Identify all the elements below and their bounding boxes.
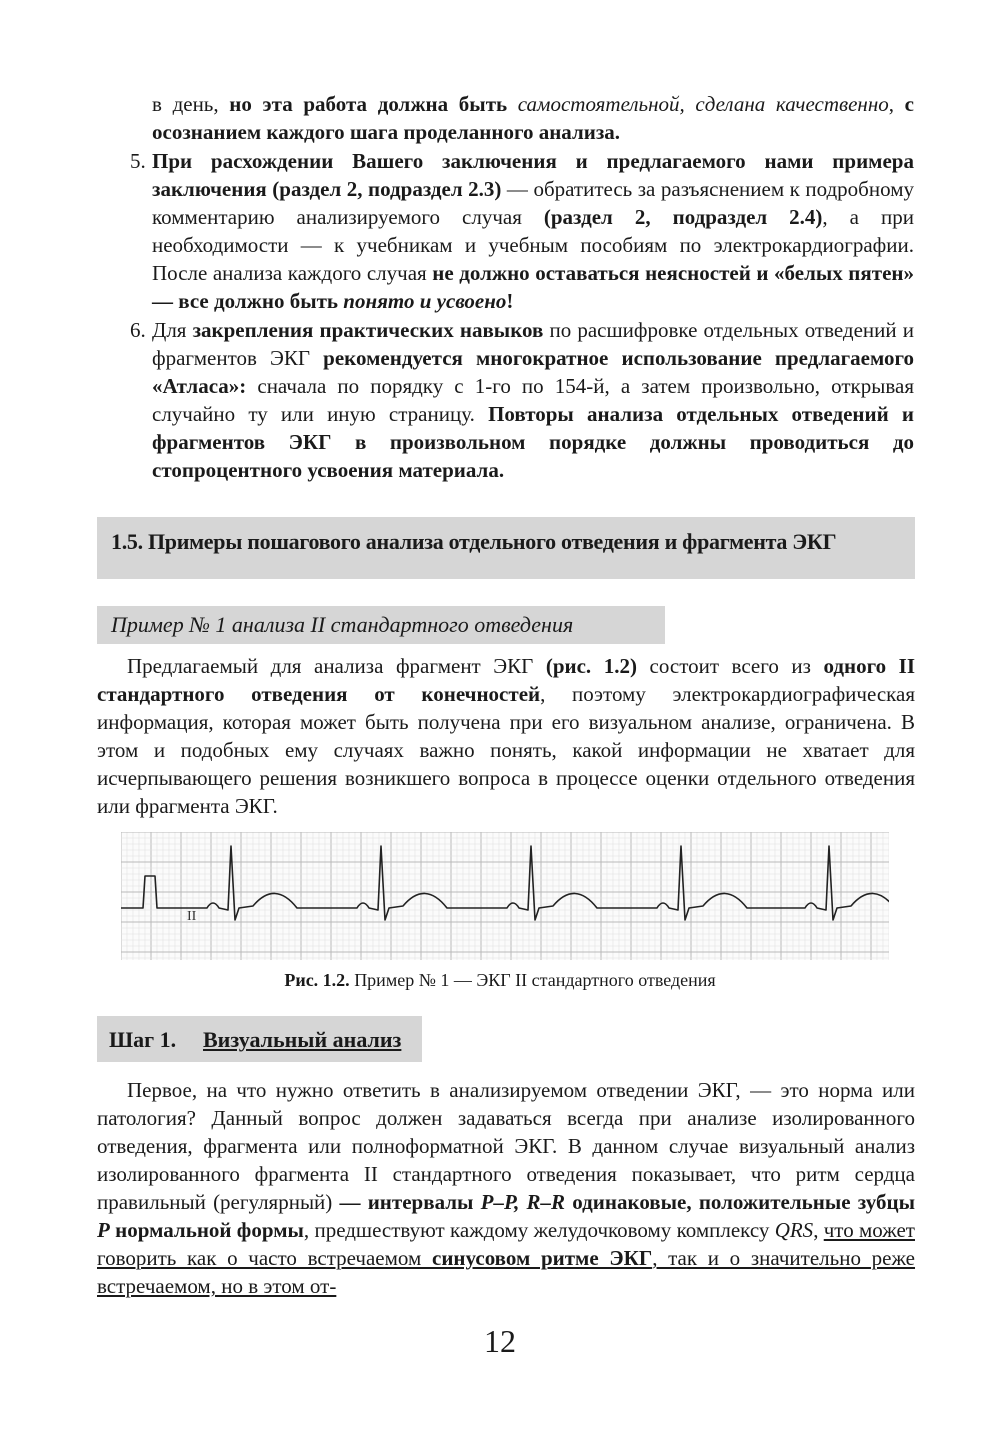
- italic-run: самостоятельной, сделана качественно: [517, 92, 889, 116]
- text-run: , а при необходимости — к учебникам и учебным пособиям по электрокардиографии. После анализа каждого случая: [152, 205, 914, 285]
- bold-italic-run: P–P, R–R: [480, 1190, 566, 1214]
- text-run: Предлагаемый для анализа фрагмент ЭКГ: [127, 654, 546, 678]
- example-paragraph: [97, 652, 915, 820]
- step-paragraph: [97, 1076, 915, 1300]
- step-heading-band: [97, 1016, 422, 1062]
- bold-run: но эта работа должна быть: [229, 92, 518, 116]
- bold-run: (рис. 1.2): [545, 654, 637, 678]
- list-item-5: [130, 147, 914, 315]
- bold-run: !: [506, 289, 514, 313]
- ecg-strip-figure: [121, 832, 889, 960]
- text-run: ,: [888, 92, 905, 116]
- example-title: Пример № 1 анализа II стандартного отведения: [111, 612, 574, 637]
- figure-caption: [0, 970, 1000, 991]
- bold-run: рекомендуется многократное использование предлагаемого «Атласа»:: [152, 346, 914, 398]
- figure-caption-label: Рис. 1.2.: [284, 970, 350, 990]
- bold-run: одного II стандартного отведения от конечностей: [97, 654, 915, 706]
- section-heading-band: [97, 517, 915, 579]
- underlined-run: что может говорить как о часто встречаемом: [97, 1218, 915, 1270]
- bold-italic-run: понято и усвоено: [343, 289, 507, 313]
- bold-run: одинаковые, положительные зубцы: [565, 1190, 915, 1214]
- text-run: Первое, на что нужно ответить в анализируемом отведении ЭКГ, — это норма или патология? Данный вопрос должен задаваться всегда при анализе изолированного отведения, фрагмента или полноформатной ЭКГ. В данном случае визуальный анализ изолированного фрагмента II стандартного отведения показывает, что ритм сердца правильный (регулярный): [97, 1078, 915, 1214]
- italic-run: QRS: [774, 1218, 814, 1242]
- text-run: , поэтому электрокардиографическая информация, которая может быть получена при его визуальном анализе, ограничена. В этом и подобных ему случаях важно понять, какой информации не хватает для исчерпывающего решения возникшего вопроса в процессе оценки отдельного отведения или фрагмента ЭКГ.: [97, 682, 916, 818]
- bold-run: закрепления практических навыков: [192, 318, 544, 342]
- text-run: сначала по порядку с 1-го по 154-й, а затем произвольно, открывая случайно ту или иную страницу.: [152, 374, 914, 426]
- bold-underlined-run: синусовом ритме ЭКГ: [432, 1246, 653, 1270]
- ecg-lead-label: II: [187, 909, 197, 924]
- bold-italic-run: P: [97, 1218, 110, 1242]
- page-number: 12: [484, 1323, 516, 1359]
- intro-continuation-paragraph: [152, 90, 914, 146]
- list-number: 6.: [130, 318, 146, 342]
- example-heading-tab: [97, 606, 665, 644]
- text-run: — обратитесь за разъяснением к подробному комментарию анализируемого случая: [152, 177, 914, 229]
- bold-run: (раздел 2, подраздел 2.4): [543, 205, 823, 229]
- bold-run: не должно оставаться неясностей и «белых пятен» — все должно быть: [152, 261, 914, 313]
- text-run: состоит всего из: [636, 654, 824, 678]
- bold-run: с осознанием каждого шага проделанного анализа.: [152, 92, 914, 144]
- text-run: , предшествуют каждому желудочковому комплексу: [303, 1218, 775, 1242]
- figure-caption-text: Пример № 1 — ЭКГ II стандартного отведения: [349, 970, 716, 990]
- section-title: 1.5. Примеры пошагового анализа отдельного отведения и фрагмента ЭКГ: [111, 529, 837, 554]
- bold-run: нормальной формы: [109, 1218, 304, 1242]
- text-run: ,: [813, 1218, 824, 1242]
- text-run: Для: [152, 318, 193, 342]
- underlined-run: , так и о значительно реже встречаемом, но в этом от-: [97, 1246, 916, 1298]
- list-item-6: [130, 316, 915, 484]
- list-number: 5.: [130, 149, 146, 173]
- text-run: в день,: [152, 92, 230, 116]
- bold-run: — интервалы: [339, 1190, 481, 1214]
- step-title: Визуальный анализ: [203, 1027, 402, 1052]
- bold-run: Повторы анализа отдельных отведений и фрагментов ЭКГ в произвольном порядке должны проводиться до стопроцентного усвоения материала.: [152, 402, 915, 482]
- text-run: по расшифровке отдельных отведений и фрагментов ЭКГ: [152, 318, 915, 370]
- step-number: Шаг 1.: [109, 1027, 177, 1052]
- bold-run: При расхождении Вашего заключения и предлагаемого нами примера заключения (раздел 2, подраздел 2.3): [152, 149, 914, 201]
